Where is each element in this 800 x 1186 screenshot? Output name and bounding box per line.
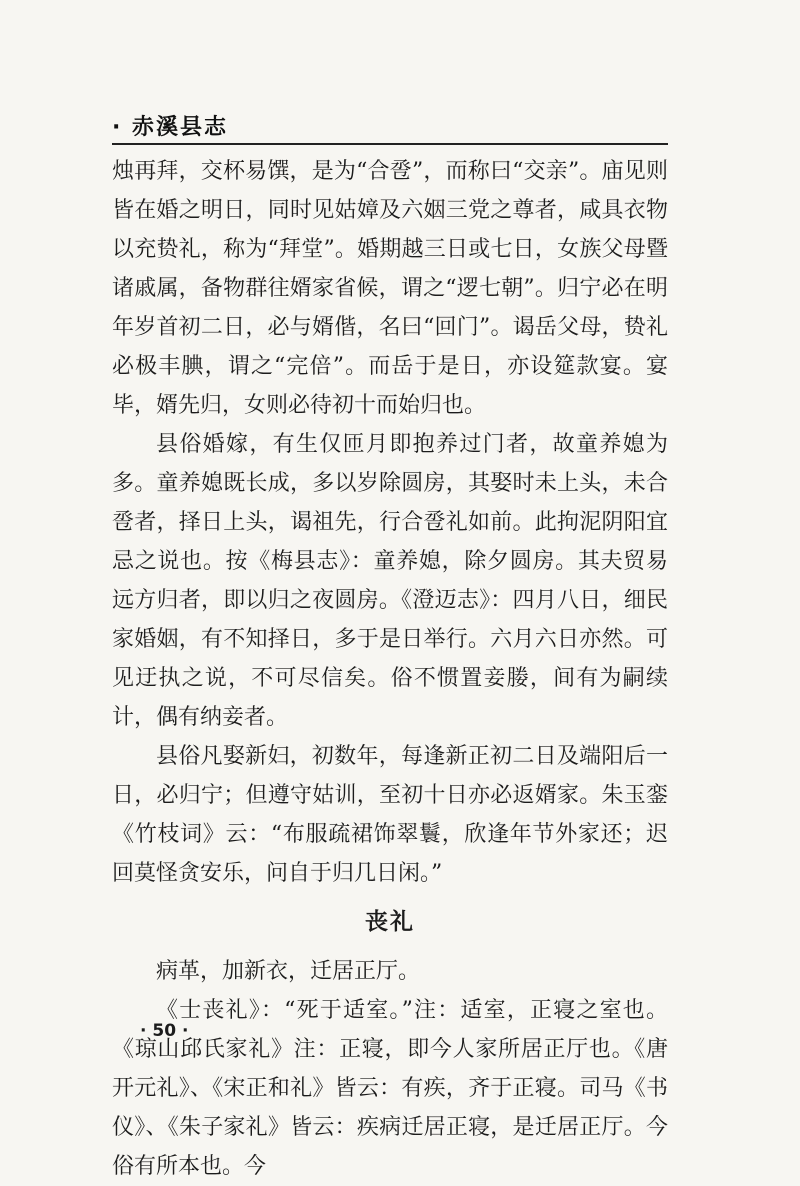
running-title: · 赤溪县志 <box>112 115 229 140</box>
header-rule <box>112 143 668 145</box>
paragraph-1: 烛再拜，交杯易馔，是为“合卺”，而称曰“交亲”。庙见则皆在婚之明日，同时见姑嫜及六姻三党之尊者，咸具衣物以充贽礼，称为“拜堂”。婚期越三日或七日，女族父母暨诸戚属，备物群往婿家省候，谓之“逻七朝”。归宁必在明年岁首初二日，必与婿偕，名曰“回门”。谒岳父母，贽礼必极丰腆，谓之“完倍”。而岳于是日，亦设筵款宴。宴毕，婿先归，女则必待初十而始归也。 <box>112 159 668 418</box>
paragraph-3: 县俗凡娶新妇，初数年，每逢新正初二日及端阳后一日，必归宁；但遵守姑训，至初十日亦必返婿家。朱玉銮《竹枝词》云：“布服疏裙饰翠鬟，欣逢年节外家还；迟回莫怪贪安乐，问自于归几日闲。” <box>112 744 668 886</box>
running-header <box>112 115 668 149</box>
paragraph-2: 县俗婚嫁，有生仅匝月即抱养过门者，故童养媳为多。童养媳既长成，多以岁除圆房，其娶时未上头，未合卺者，择日上头，谒祖先，行合卺礼如前。此拘泥阴阳宜忌之说也。按《梅县志》：童养媳，除夕圆房。其夫贸易远方归者，即以归之夜圆房。《澄迈志》：四月八日，细民家婚姻，有不知择日，多于是日举行。六月六日亦然。可见迂执之说，不可尽信矣。俗不惯置妾媵，间有为嗣续计，偶有纳妾者。 <box>112 432 668 730</box>
section-title: 丧礼 <box>365 909 415 935</box>
page-number: · 50 · <box>140 1021 189 1041</box>
paragraph-5: 《士丧礼》：“死于适室。”注：适室，正寝之室也。《琼山邱氏家礼》注：正寝，即今人家所居正厅也。《唐开元礼》、《宋正和礼》皆云：有疾，齐于正寝。司马《书仪》、《朱子家礼》皆云：疾病迁居正寝，是迁居正厅。今俗有所本也。今 <box>112 998 668 1179</box>
body-text <box>112 152 668 1186</box>
paragraph-4: 病革，加新衣，迁居正厅。 <box>156 959 421 984</box>
